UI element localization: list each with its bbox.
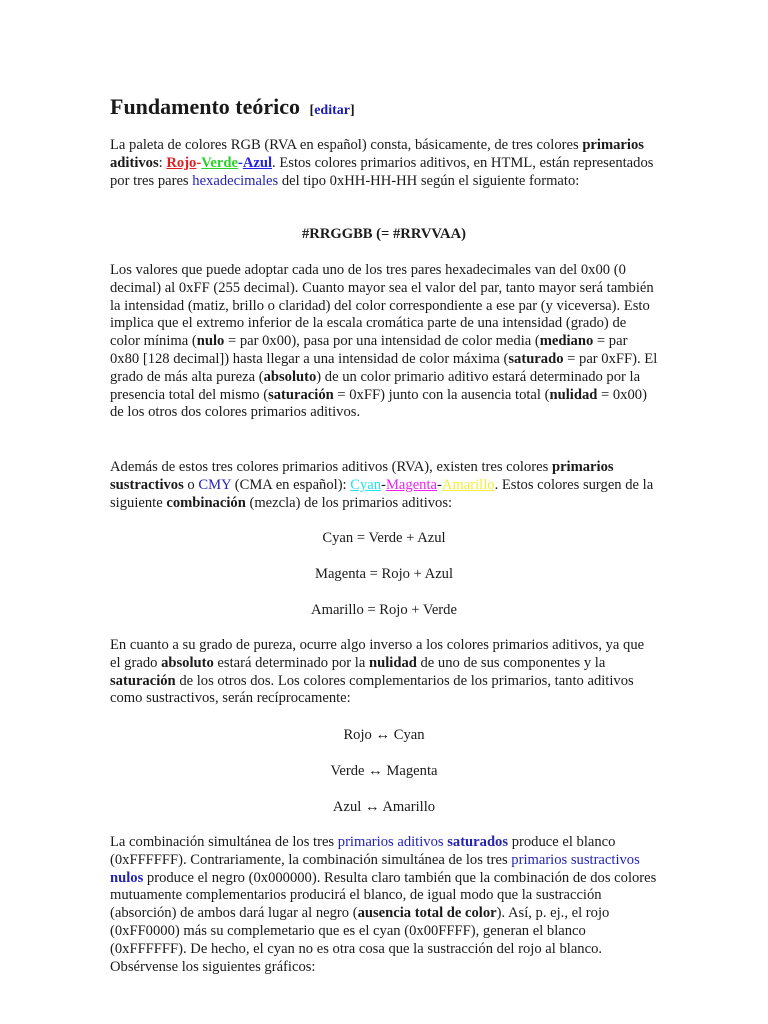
link-cyan[interactable]: Cyan [350, 476, 382, 493]
link-cmy[interactable]: CMY [198, 476, 232, 493]
combination-line: Cyan = Verde + Azul [322, 530, 446, 546]
complement-line: Verde ↔ Magenta [330, 763, 438, 779]
link-primarios-aditivos[interactable]: primarios aditivos [337, 834, 444, 850]
combination-line: Amarillo = Rojo + Verde [311, 602, 457, 618]
section-title: Fundamento teórico [110, 94, 301, 119]
link-primarios-sustractivos[interactable]: primarios sustractivos [511, 851, 640, 868]
combination-line: Magenta = Rojo + Azul [314, 566, 454, 582]
format-line: #RRGGBB (= #RRVVAA) [301, 226, 466, 242]
paragraph-combination: La combinación simultánea de los tres primarios aditivos saturados produce el blanco (0xFFFFFF). Contrariamente, la combinación simultánea de los tres primarios sustractivos nulos produce el negro (0x000000). Resulta claro también que la combinación de dos colores mutuamente complementarios producirá el blanco, de igual modo que la sustracción (absorción) de ambos dará lugar al negro (ausencia total de color). Así, p. ej., el rojo (0xFF0000) más su complemetario que es el cyan (0x00FFFF), generan el blanco (0xFFFFFF). De hecho, el cyan no es otra cosa que la sustracción del rojo al blanco. Obsérvense los siguientes gráficos: [110, 834, 657, 975]
paragraph-purity: En cuanto a su grado de pureza, ocurre algo inverso a los colores primarios aditivos, ya que el grado absoluto estará determinado por la nulidad de uno de sus componentes y la saturación de los otros dos. Los colores complementarios de los primarios, tanto aditivos como sustractivos, serán recíprocamente: [110, 637, 645, 707]
edit-link[interactable]: editar [314, 103, 350, 118]
link-rojo[interactable]: Rojo [166, 154, 197, 171]
complement-line: Azul ↔ Amarillo [332, 799, 436, 815]
link-azul[interactable]: Azul [242, 154, 273, 171]
link-amarillo[interactable]: Amarillo [441, 476, 495, 493]
paragraph-subtractive: Además de estos tres colores primarios aditivos (RVA), existen tres colores primarios sustractivos o CMY (CMA en español): Cyan-Magenta-Amarillo. Estos colores surgen de la siguiente combinación (mezcla) de los primarios aditivos: [110, 459, 654, 511]
link-magenta[interactable]: Magenta [385, 476, 438, 493]
paragraph-values: Los valores que puede adoptar cada uno de los tres pares hexadecimales van del 0x00 (0 decimal) al 0xFF (255 decimal). Cuanto mayor sea el valor del par, tanto mayor será también la intensidad (matiz, brillo o claridad) del color correspondiente a ese par (y viceversa). Esto implica que el extremo inferior de la escala cromática parte de una intensidad (grado) de color mínima (nulo = par 0x00), pasa por una intensidad de color media (mediano = par 0x80 [128 decimal]) hasta llegar a una intensidad de color máxima (saturado = par 0xFF). El grado de más alta pureza (absoluto) de un color primario aditivo estará determinado por la presencia total del mismo (saturación = 0xFF) junto con la ausencia total (nulidad = 0x00) de los otros dos colores primarios aditivos. [110, 262, 658, 421]
complement-line: Rojo ↔ Cyan [343, 727, 425, 743]
link-saturados[interactable]: saturados [447, 834, 509, 850]
paragraph-intro: La paleta de colores RGB (RVA en español) consta, básicamente, de tres colores primarios aditivos: Rojo-Verde-Azul. Estos colores primarios aditivos, en HTML, están representados por tres pares hexadecimales del tipo 0xHH-HH-HH según el siguiente formato: [110, 137, 654, 189]
edit-section: [editar] [309, 103, 355, 118]
link-hexadecimales[interactable]: hexadecimales [192, 172, 279, 189]
link-verde[interactable]: Verde [201, 154, 238, 171]
section-heading [110, 93, 355, 125]
link-nulos[interactable]: nulos [110, 869, 144, 886]
